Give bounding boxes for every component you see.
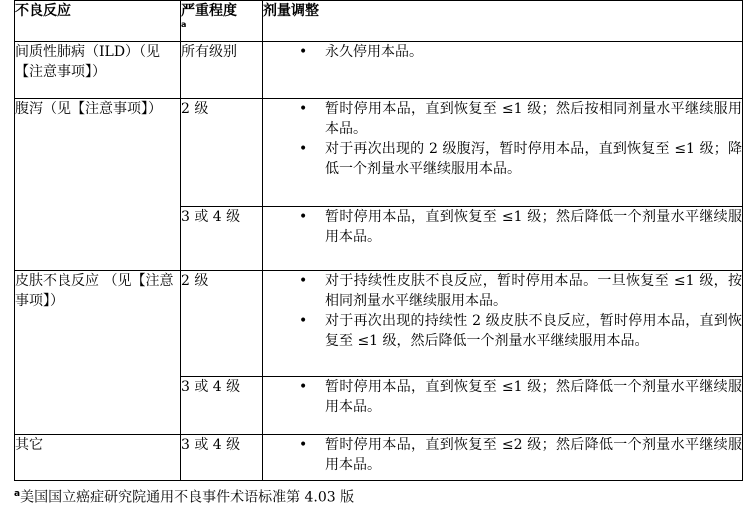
adjustment-cell bbox=[263, 42, 743, 99]
reaction-cell: 其它 bbox=[15, 435, 181, 481]
grade-cell: 所有级别 bbox=[181, 42, 263, 99]
adjustment-item: • 暂时停用本品，直到恢复至 ≤2 级；然后降低一个剂量水平继续服用本品。 bbox=[263, 435, 742, 475]
reaction-cell: 腹泻（见【注意事项】） bbox=[15, 99, 181, 271]
grade-cell: 2 级 bbox=[181, 271, 263, 377]
table-header-row bbox=[15, 1, 743, 42]
adjustment-cell bbox=[263, 271, 743, 377]
header-dose-adjustment: 剂量调整 bbox=[263, 1, 743, 42]
header-severity-footnote-marker: a bbox=[181, 20, 187, 29]
table-row bbox=[15, 271, 743, 377]
adjustment-item: • 永久停用本品。 bbox=[263, 42, 742, 62]
adjustment-item: • 暂时停用本品，直到恢复至 ≤1 级；然后按相同剂量水平继续服用本品。 bbox=[263, 99, 742, 139]
reaction-cell: 皮肤不良反应 （见【注意事项】） bbox=[15, 271, 181, 435]
dose-adjustment-table bbox=[14, 0, 743, 481]
table-row bbox=[15, 435, 743, 481]
adjustment-item: • 对于再次出现的 2 级腹泻，暂时停用本品，直到恢复至 ≤1 级；降低一个剂量水平继续服用本品。 bbox=[263, 139, 742, 179]
grade-cell: 2 级 bbox=[181, 99, 263, 207]
table-row bbox=[15, 42, 743, 99]
table-row bbox=[15, 99, 743, 207]
grade-cell: 3 或 4 级 bbox=[181, 435, 263, 481]
adjustment-item: • 对于持续性皮肤不良反应，暂时停用本品。一旦恢复至 ≤1 级，按相同剂量水平继续服用本品。 bbox=[263, 271, 742, 311]
header-severity bbox=[181, 1, 263, 42]
adjustment-cell bbox=[263, 435, 743, 481]
header-adverse-reaction: 不良反应 bbox=[15, 1, 181, 42]
adjustment-item: • 暂时停用本品，直到恢复至 ≤1 级；然后降低一个剂量水平继续服用本品。 bbox=[263, 377, 742, 417]
grade-cell: 3 或 4 级 bbox=[181, 377, 263, 435]
adjustment-item: • 暂时停用本品，直到恢复至 ≤1 级；然后降低一个剂量水平继续服用本品。 bbox=[263, 207, 742, 247]
footnote-text: 美国国立癌症研究院通用不良事件术语标准第 4.03 版 bbox=[20, 489, 355, 506]
adjustment-cell bbox=[263, 377, 743, 435]
grade-cell: 3 或 4 级 bbox=[181, 207, 263, 271]
adjustment-cell bbox=[263, 207, 743, 271]
footnote bbox=[14, 485, 354, 507]
adjustment-item: • 对于再次出现的持续性 2 级皮肤不良反应，暂时停用本品，直到恢复至 ≤1 级，然后降低一个剂量水平继续服用本品。 bbox=[263, 311, 742, 351]
reaction-cell: 间质性肺病（ILD）（见【注意事项】） bbox=[15, 42, 181, 99]
adjustment-cell bbox=[263, 99, 743, 207]
header-severity-label: 严重程度 bbox=[181, 3, 237, 19]
footnote-marker: a bbox=[14, 489, 21, 499]
